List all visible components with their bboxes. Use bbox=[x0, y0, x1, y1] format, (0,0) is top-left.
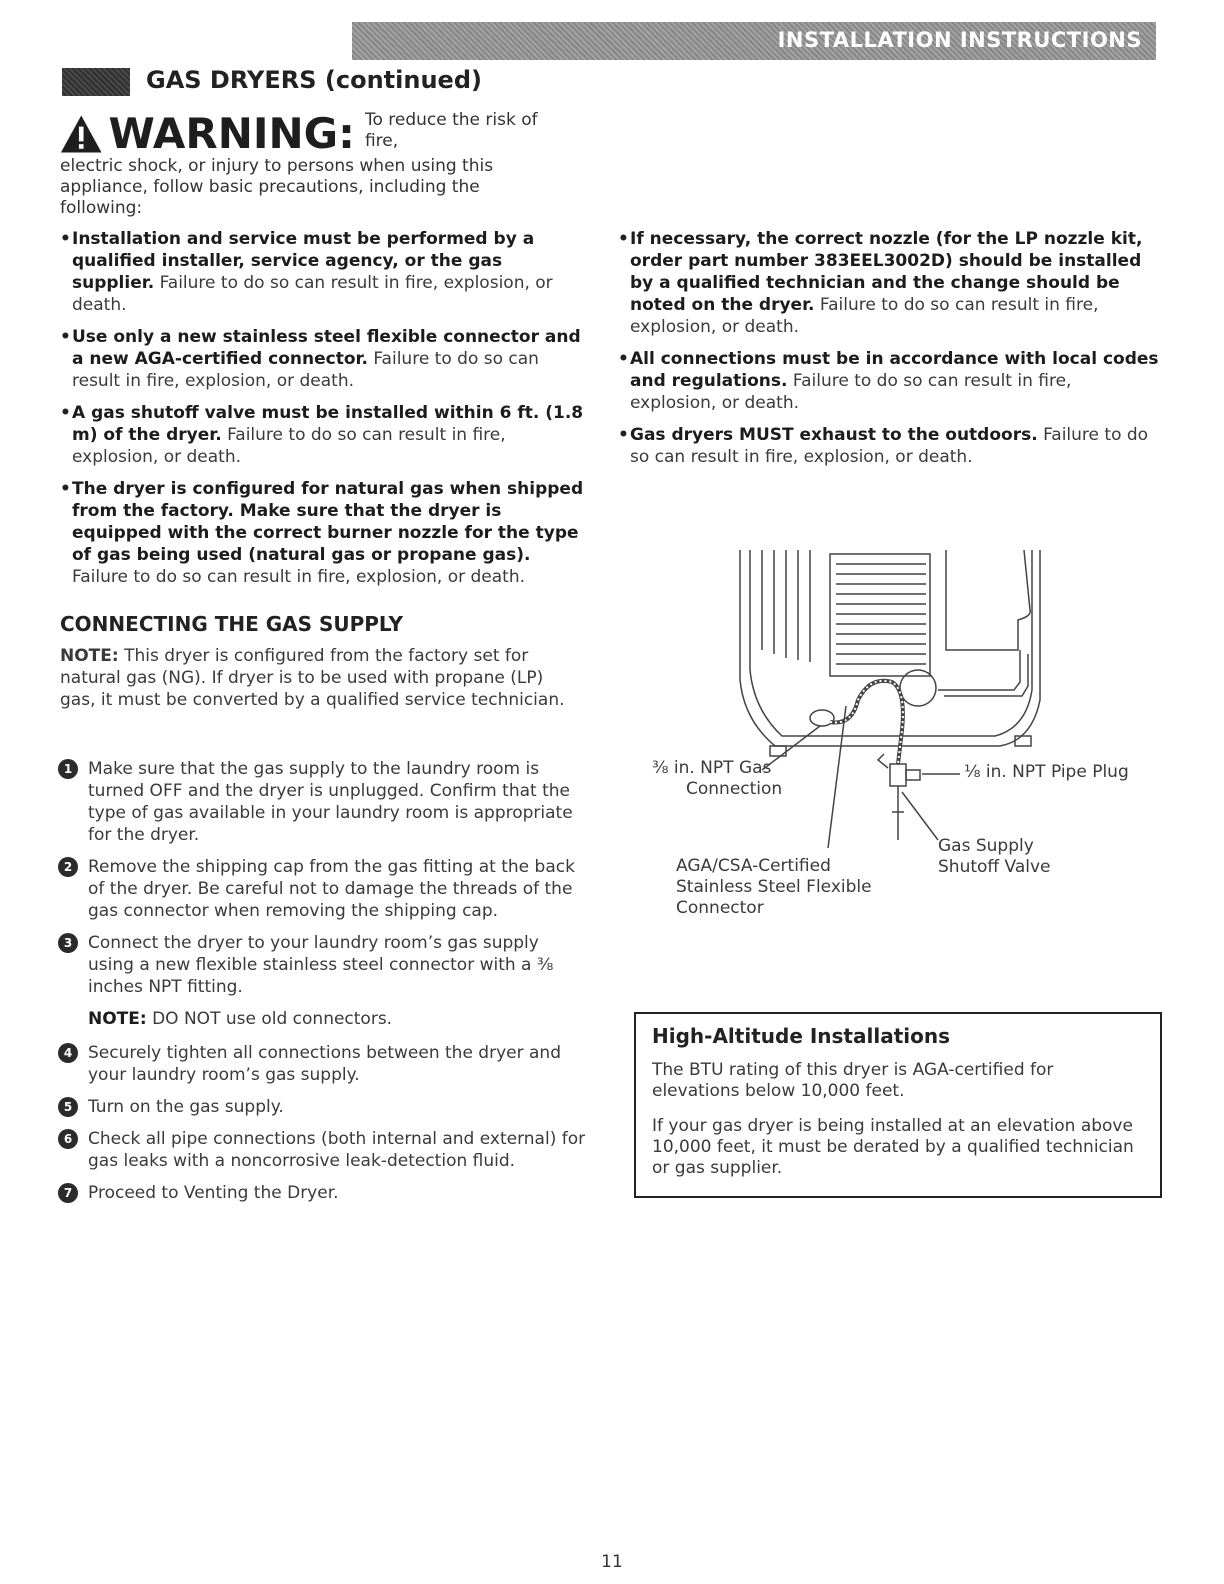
header-bar bbox=[352, 22, 1156, 60]
step-item bbox=[58, 1128, 588, 1172]
warning-bullet bbox=[60, 402, 590, 468]
bullet-bold: Gas dryers MUST exhaust to the outdoors. bbox=[630, 425, 1038, 445]
bullet-bold: The dryer is configured for natural gas when shipped from the factory. Make sure that the dryer is equipped with the correct burner nozzle for the type of gas being used (natural gas or propane gas). bbox=[72, 479, 584, 565]
bullet-bold: All connections must be in accordance with local codes and regulations. bbox=[630, 349, 1159, 391]
warning-bullet bbox=[60, 326, 590, 392]
callout-line: Gas Supply bbox=[938, 836, 1034, 856]
warning-triangle-icon bbox=[60, 112, 102, 156]
warning-bullet bbox=[618, 348, 1163, 414]
step-number-badge: 7 bbox=[58, 1183, 78, 1203]
warning-text: electric shock, or injury to persons when using this appliance, follow basic precautions, including the following: bbox=[60, 156, 494, 218]
step-text: Connect the dryer to your laundry room’s gas supply using a new flexible stainless steel connector with a ⅜ inches NPT fitting. bbox=[88, 933, 554, 997]
step-number-badge: 1 bbox=[58, 759, 78, 779]
left-warning-list bbox=[60, 228, 590, 598]
callout-line: Connector bbox=[676, 898, 764, 918]
bullet-bold: If necessary, the correct nozzle (for the LP nozzle kit, order part number 383EEL3002D) should be installed by a qualified technician and the change should be noted on the dryer. bbox=[630, 229, 1143, 315]
bullet-text: Failure to do so can result in fire, explosion, or death. bbox=[72, 273, 553, 315]
header-title: INSTALLATION INSTRUCTIONS bbox=[777, 28, 1142, 52]
right-warning-list bbox=[618, 228, 1163, 478]
bullet-bold: Use only a new stainless steel flexible connector and a new AGA-certified connector. bbox=[72, 327, 581, 369]
step-note-text: DO NOT use old connectors. bbox=[152, 1009, 393, 1029]
step-note bbox=[58, 1008, 588, 1030]
warning-bullet bbox=[618, 228, 1163, 338]
step-text: Securely tighten all connections between the dryer and your laundry room’s gas supply. bbox=[88, 1043, 561, 1085]
step-item bbox=[58, 1182, 588, 1204]
step-text: Turn on the gas supply. bbox=[88, 1097, 284, 1117]
section-title: GAS DRYERS (continued) bbox=[146, 66, 482, 94]
high-altitude-paragraph: If your gas dryer is being installed at an elevation above 10,000 feet, it must be derated by a qualified technician or gas supplier. bbox=[652, 1116, 1134, 1178]
step-item bbox=[58, 758, 588, 846]
bullet-text: Failure to do so can result in fire, explosion, or death. bbox=[630, 295, 1099, 337]
connecting-heading: CONNECTING THE GAS SUPPLY bbox=[60, 612, 404, 636]
bullet-text: Failure to do so can result in fire, explosion, or death. bbox=[72, 349, 539, 391]
warning-first-line: To reduce the risk of fire, bbox=[364, 110, 538, 151]
step-item bbox=[58, 1096, 588, 1118]
shutoff-valve-label bbox=[938, 836, 1051, 878]
step-text: Check all pipe connections (both internal and external) for gas leaks with a noncorrosive leak-detection fluid. bbox=[88, 1129, 586, 1171]
step-number-badge: 4 bbox=[58, 1043, 78, 1063]
bullet-text: Failure to do so can result in fire, explosion, or death. bbox=[72, 567, 525, 587]
step-text: Make sure that the gas supply to the laundry room is turned OFF and the dryer is unplugged. Confirm that the type of gas available in your laundry room is appropriate for the dryer. bbox=[88, 759, 573, 845]
note-text: This dryer is configured from the factory set for natural gas (NG). If dryer is to be used with propane (LP) gas, it must be converted by a qualified service technician. bbox=[60, 646, 565, 710]
step-number-badge: 2 bbox=[58, 857, 78, 877]
step-item bbox=[58, 1042, 588, 1086]
gas-connection-diagram bbox=[640, 550, 1160, 930]
connecting-note bbox=[60, 645, 580, 711]
step-note-label: NOTE: bbox=[88, 1009, 147, 1029]
warning-bullet bbox=[60, 478, 590, 588]
step-number-badge: 3 bbox=[58, 933, 78, 953]
note-label: NOTE: bbox=[60, 646, 119, 666]
high-altitude-paragraph: The BTU rating of this dryer is AGA-certified for elevations below 10,000 feet. bbox=[652, 1060, 1054, 1101]
callout-line: Shutoff Valve bbox=[938, 857, 1051, 877]
step-item bbox=[58, 932, 588, 998]
step-item bbox=[58, 856, 588, 922]
bullet-text: Failure to do so can result in fire, explosion, or death. bbox=[630, 371, 1072, 413]
callout-line: ⅜ in. NPT Gas bbox=[652, 758, 772, 778]
step-number-badge: 5 bbox=[58, 1097, 78, 1117]
warning-block bbox=[60, 110, 560, 219]
callout-line: Connection bbox=[686, 779, 783, 799]
flexible-connector-label bbox=[676, 856, 872, 919]
bullet-bold: A gas shutoff valve must be installed within 6 ft. (1.8 m) of the dryer. bbox=[72, 403, 584, 445]
page-number: 11 bbox=[601, 1552, 623, 1572]
bullet-bold: Installation and service must be performed by a qualified installer, service agency, or the gas supplier. bbox=[72, 229, 535, 293]
pipe-plug-label: ⅛ in. NPT Pipe Plug bbox=[964, 762, 1129, 782]
high-altitude-box bbox=[634, 1012, 1162, 1198]
high-altitude-title: High-Altitude Installations bbox=[652, 1024, 950, 1048]
step-number-badge: 6 bbox=[58, 1129, 78, 1149]
step-text: Remove the shipping cap from the gas fitting at the back of the dryer. Be careful not to damage the threads of the gas connector when removing the shipping cap. bbox=[88, 857, 575, 921]
callout-line: AGA/CSA-Certified bbox=[676, 856, 831, 876]
warning-bullet bbox=[618, 424, 1163, 468]
steps-list bbox=[58, 758, 588, 1214]
step-text: Proceed to Venting the Dryer. bbox=[88, 1183, 339, 1203]
callout-line: Stainless Steel Flexible bbox=[676, 877, 872, 897]
warning-word: WARNING: bbox=[108, 109, 355, 158]
section-marker bbox=[62, 68, 130, 96]
bullet-text: Failure to do so can result in fire, explosion, or death. bbox=[630, 425, 1149, 467]
warning-bullet bbox=[60, 228, 590, 316]
bullet-text: Failure to do so can result in fire, explosion, or death. bbox=[72, 425, 506, 467]
npt-gas-connection-label bbox=[652, 758, 782, 800]
